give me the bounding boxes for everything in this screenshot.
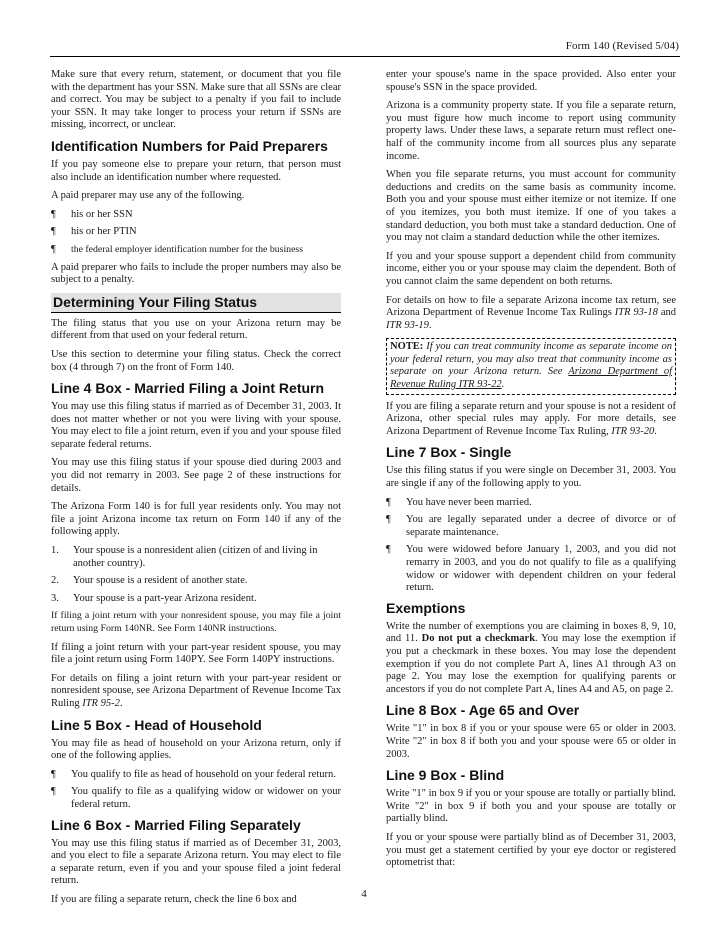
separate-return-rulings-paragraph: [386, 295, 676, 333]
line4-paragraph-1: You may use this filing status if married as of December 31, 2003. It does not matter whether or not you were living with your spouse. You may elect to file a joint return, even if you and your spouse filed separate federal returns.: [51, 401, 341, 450]
pilcrow-icon: ¶: [51, 786, 56, 798]
nonresident-spouse-paragraph: [386, 401, 676, 439]
form-reference: Form 140 (Revised 5/04): [565, 40, 679, 52]
note-end: .: [501, 379, 505, 391]
line8-paragraph-1: Write "1" in box 8 if you or your spouse were 65 or older in 2003. Write "2" in box 8 if both you and your spouse were 65 or older in 2003.: [386, 723, 676, 760]
nonresident-text: If you are filing a separate return and your spouse is not a resident of Arizona, other special rules may apply. For more details, see Arizona Department of Revenue Income Tax Ruling,: [386, 400, 676, 437]
ssn-intro-paragraph: Make sure that every return, statement, or document that you file with the department has your SSN. Make sure that all SSNs are clear and correct. You may be subject to a penalty if you fail to include your SSN. It may take longer to process your return if SSNs are missing, incorrect, or unclear.: [51, 69, 341, 131]
identification-paragraph-3: A paid preparer who fails to include the proper numbers may also be subject to a penalty.: [51, 261, 341, 286]
line7-paragraph-1: Use this filing status if you were single on December 31, 2003. You are single if any of the following apply to you.: [386, 465, 676, 490]
line9-paragraph-1: Write "1" in box 9 if you or your spouse are totally or partially blind. Write "2" in box 9 if both you and your spouse are totally or partially blind.: [386, 788, 676, 825]
exemptions-text: Write the number of exemptions you are claiming in boxes 8, 9, 10, and 11.: [386, 620, 676, 645]
line6-paragraph-2: If you are filing a separate return, check the line 6 box and: [51, 893, 297, 905]
list-item-text: his or her SSN: [71, 208, 133, 220]
pilcrow-icon: ¶: [51, 768, 56, 780]
filing-status-heading: Determining Your Filing Status: [51, 293, 341, 313]
filing-status-paragraph-2: Use this section to determine your filing status. Check the correct box (4 through 7) on the front of Form 140.: [51, 348, 341, 373]
line6-heading: Line 6 Box - Married Filing Separately: [51, 816, 301, 833]
exemptions-warning: Do not put a checkmark: [421, 633, 536, 645]
ruling-reference: ITR 93-19: [386, 319, 429, 331]
pilcrow-icon: ¶: [386, 544, 391, 556]
right-column: [386, 69, 676, 876]
line9-heading: Line 9 Box - Blind: [386, 767, 505, 784]
pilcrow-icon: ¶: [386, 496, 391, 508]
identification-heading: Identification Numbers for Paid Preparers: [51, 137, 328, 154]
list-item: [51, 209, 341, 222]
line9-paragraph-2: If you or your spouse were partially blind as of December 31, 2003, you must get a statement certified by your eye doctor or registered optometrist that:: [386, 831, 676, 869]
line6-paragraph-1: You may use this filing status if married as of December 31, 2003, and you elect to file a separate Arizona return. You may elect to file a separate return, even if you and your spouse filed a joint federal return.: [51, 837, 341, 887]
pilcrow-icon: ¶: [51, 243, 56, 255]
list-item-text: his or her PTIN: [71, 226, 137, 238]
list-item: [386, 514, 676, 539]
list-item-number: 2.: [51, 575, 59, 587]
rulings-text: For details on how to file a separate Arizona income tax return, see Arizona Department of Revenue Income Tax Rulings: [386, 294, 676, 319]
ruling-reference: ITR 93-18: [614, 307, 658, 319]
list-item-text: the federal employer identification number for the business: [71, 243, 304, 255]
line4-paragraph-4: If filing a joint return with your nonresident spouse, you may file a joint return using Form 140NR. See Form 140NR instructions.: [51, 610, 341, 634]
list-item: [51, 226, 341, 239]
line4-heading: Line 4 Box - Married Filing a Joint Return: [51, 380, 325, 397]
identification-paragraph-1: If you pay someone else to prepare your return, that person must also include an identification number where requested.: [51, 158, 341, 183]
line4-paragraph-6-text: For details on filing a joint return with your part-year resident or nonresident spouse, see Arizona Department of Revenue Income Tax Ruling: [51, 672, 341, 709]
line4-paragraph-2: You may use this filing status if your spouse died during 2003 and you did not remarry in 2003. See page 2 of these instructions for details.: [51, 457, 341, 494]
list-item-number: 3.: [51, 592, 59, 604]
identification-paragraph-2: A paid preparer may use any of the following.: [51, 190, 245, 202]
line4-paragraph-6-end: .: [119, 697, 123, 709]
list-item-text: You were widowed before January 1, 2003, and you did not remarry in 2003, and you do not qualify to file as a qualifying widow or widower with dependent children on your federal return.: [406, 544, 676, 594]
list-item: [51, 786, 341, 811]
ruling-reference: ITR 93-20: [611, 425, 655, 437]
line8-heading: Line 8 Box - Age 65 and Over: [386, 702, 580, 719]
community-property-paragraph: Arizona is a community property state. If you file a separate return, you must figure how much income to report using community property laws. Under these laws, a separate return must reflect one-half of the community income from all sources plus any separate income.: [386, 100, 676, 162]
dependent-child-paragraph: If you and your spouse support a dependent child from community income, either you or your spouse may claim the dependent. Both of you cannot claim the same dependent on both returns.: [386, 250, 676, 287]
left-column: [51, 69, 341, 913]
list-item: [51, 769, 341, 782]
list-item: [386, 497, 676, 510]
list-item: [51, 593, 341, 606]
list-item: [51, 545, 341, 570]
note-label: NOTE:: [390, 341, 424, 353]
pilcrow-icon: ¶: [51, 208, 56, 220]
line5-paragraph-1: You may file as head of household on your Arizona return, only if one of the following applies.: [51, 737, 341, 762]
exemptions-text-end: . You may lose the exemption if you put a checkmark in these boxes. You may lose the dependent exemption if you do not complete Part A, lines A1 through A3 on page 2. You may lose the exemption for qualifying parents or ancestors if you do not complete Part A, lines A4 and A5, on page 2.: [386, 633, 676, 695]
note-box: [386, 338, 676, 394]
exemptions-heading: Exemptions: [386, 599, 466, 616]
pilcrow-icon: ¶: [386, 514, 391, 526]
ruling-reference: ITR 95-2: [82, 697, 120, 709]
nonresident-end: .: [654, 425, 657, 437]
list-item: [51, 244, 341, 257]
note-text: If you can treat community income as separate income on your federal return, you may also treat that community income as separate on your Arizona return. See: [390, 341, 672, 378]
separate-returns-paragraph: When you file separate returns, you must account for community deductions and credits on the same basis as community income. Both you and your spouse must either itemize or not itemize. If one of you itemizes, you both must itemize. If one of you takes a standard deduction, you both must take a standard deduction. One of you may not claim a standard deduction while the other itemizes.: [386, 169, 676, 244]
list-item: [386, 544, 676, 594]
filing-status-paragraph-1: The filing status that you use on your Arizona return may be different from that used on your federal return.: [51, 317, 341, 342]
pilcrow-icon: ¶: [51, 226, 56, 238]
note-ruling-reference: Arizona Department of Revenue Ruling ITR 93-22: [390, 366, 673, 391]
page-number: 4: [361, 888, 367, 900]
line4-paragraph-6: [51, 673, 341, 711]
spouse-name-paragraph: enter your spouse's name in the space provided. Also enter your spouse's SSN in the space provided.: [386, 69, 676, 93]
list-item-text: Your spouse is a part-year Arizona resident.: [73, 592, 257, 604]
list-item-text: Your spouse is a nonresident alien (citizen of and living in another country).: [73, 545, 318, 569]
exemptions-paragraph: [386, 621, 676, 697]
line5-heading: Line 5 Box - Head of Household: [51, 716, 262, 733]
list-item-text: You have never been married.: [406, 496, 532, 508]
list-item-text: Your spouse is a resident of another state.: [73, 575, 248, 587]
header-rule: [50, 56, 680, 57]
list-item: [51, 575, 341, 588]
line4-paragraph-3: The Arizona Form 140 is for full year residents only. You may not file a joint Arizona income tax return on Form 140 if any of the following apply.: [51, 501, 341, 538]
line4-paragraph-5: If filing a joint return with your part-year resident spouse, you may file a joint return using Form 140PY. See Form 140PY instructions.: [51, 641, 341, 666]
rulings-text: and: [657, 307, 676, 319]
rulings-text: .: [428, 319, 432, 331]
list-item-text: You qualify to file as head of household on your federal return.: [71, 768, 336, 780]
list-item-text: You qualify to file as a qualifying widow or widower on your federal return.: [71, 786, 341, 810]
list-item-number: 1.: [51, 545, 59, 557]
line7-heading: Line 7 Box - Single: [386, 444, 512, 461]
list-item-text: You are legally separated under a decree of divorce or of separate maintenance.: [406, 514, 676, 538]
